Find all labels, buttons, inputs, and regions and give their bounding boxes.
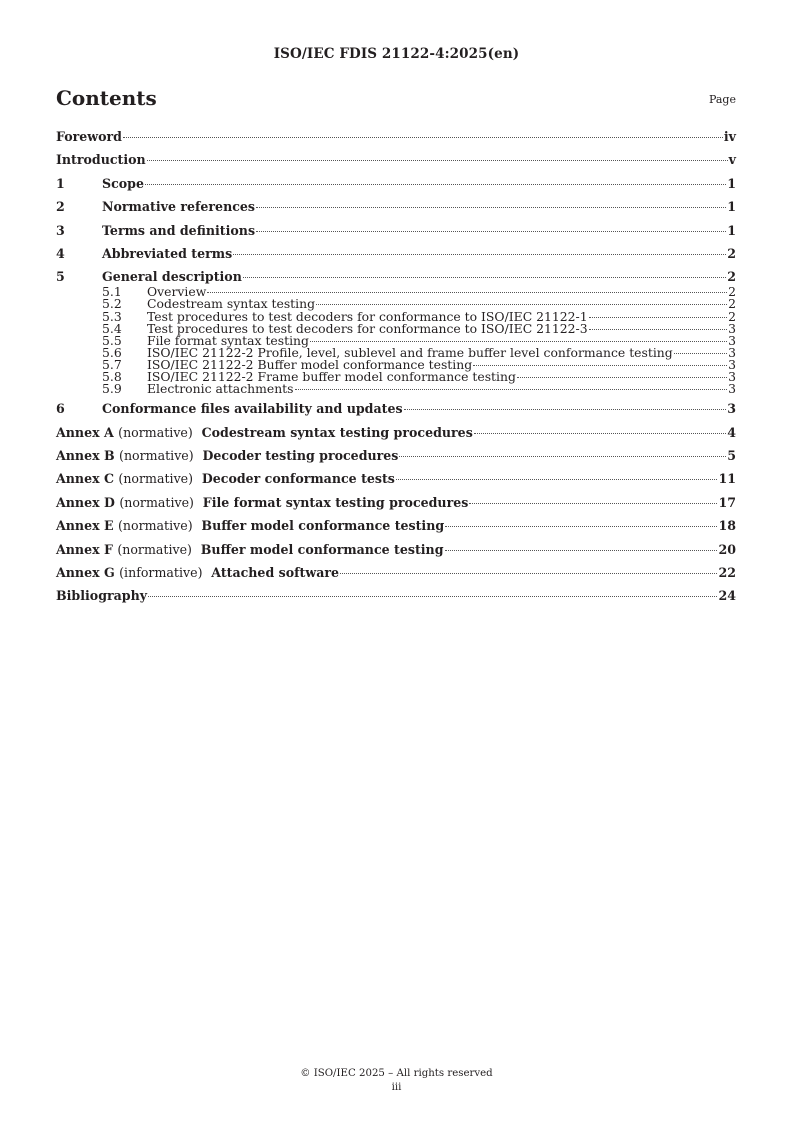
annex-title: Codestream syntax testing procedures <box>201 424 473 440</box>
toc-entry-page: 17 <box>718 494 736 510</box>
toc-entry-number: 2 <box>56 199 65 215</box>
toc-annex-e[interactable] <box>56 518 736 534</box>
annex-type: (normative) <box>118 424 193 440</box>
dot-leader <box>469 503 717 504</box>
annex-id: Annex F <box>56 541 113 557</box>
dot-leader <box>145 184 726 185</box>
toc-entry-title: Bibliography <box>56 588 148 604</box>
page-footer <box>0 1067 793 1095</box>
toc-subentry-page: 3 <box>728 344 736 360</box>
toc-subentry-title: ISO/IEC 21122-2 Buffer model conformance testing <box>147 356 473 372</box>
toc-entry-title: Terms and definitions <box>102 222 256 238</box>
toc-entry-page: 2 <box>727 245 736 261</box>
annex-label <box>56 425 473 441</box>
toc-annex-f[interactable] <box>56 542 736 558</box>
toc-entry-foreword[interactable] <box>56 129 736 145</box>
annex-type: (normative) <box>119 447 194 463</box>
annex-title: Decoder conformance tests <box>201 471 395 487</box>
toc-subentry-title: Overview <box>147 284 207 300</box>
dot-leader <box>589 317 728 318</box>
toc-subentry-number: 5.7 <box>102 356 122 372</box>
toc-entry-title: Abbreviated terms <box>102 245 233 261</box>
toc-annex-d[interactable] <box>56 495 736 511</box>
annex-title: File format syntax testing procedures <box>202 494 469 510</box>
dot-leader <box>445 550 718 551</box>
dot-leader <box>256 231 726 232</box>
contents-title: Contents <box>56 86 157 110</box>
toc-subentry-title: ISO/IEC 21122-2 Frame buffer model conformance testing <box>147 369 516 384</box>
toc-entry-title: Conformance files availability and updates <box>102 401 403 417</box>
toc-entry-page: 3 <box>727 401 736 417</box>
toc-entry-number: 3 <box>56 222 65 238</box>
toc-annex-a[interactable] <box>56 425 736 441</box>
annex-label <box>56 542 444 558</box>
annex-type: (normative) <box>118 471 194 487</box>
toc-annex-c[interactable] <box>56 471 736 487</box>
toc-annex-g[interactable] <box>56 565 736 581</box>
toc-entry-page: v <box>728 152 736 168</box>
toc-entry-page: 22 <box>718 564 736 580</box>
annex-id: Annex A <box>56 424 114 440</box>
annex-id: Annex C <box>56 471 115 487</box>
dot-leader <box>316 304 727 305</box>
dot-leader <box>207 292 727 293</box>
dot-leader <box>340 573 717 574</box>
toc-entry-number: 1 <box>56 175 65 191</box>
dot-leader <box>474 433 726 434</box>
toc-subentry-number: 5.3 <box>102 308 122 324</box>
toc-entry-scope[interactable] <box>56 176 736 192</box>
toc-subentry-page: 3 <box>728 332 736 348</box>
toc-entry-title: General description <box>102 269 242 285</box>
toc-entry-title: Normative references <box>102 199 256 215</box>
toc-entry-page: 4 <box>727 424 736 440</box>
toc-subentry-page: 3 <box>728 356 736 372</box>
toc-entry-page: 1 <box>727 222 736 238</box>
dot-leader <box>473 365 727 366</box>
copyright-notice: © ISO/IEC 2025 – All rights reserved <box>300 1068 493 1079</box>
toc-entry-number: 4 <box>56 245 65 261</box>
toc-entry-abbreviated-terms[interactable] <box>56 246 736 262</box>
annex-title: Decoder testing procedures <box>202 447 399 463</box>
annex-id: Annex G <box>56 564 115 580</box>
toc-subentry-number: 5.2 <box>102 296 122 312</box>
annex-title: Buffer model conformance testing <box>200 541 444 557</box>
annex-type: (informative) <box>119 564 203 580</box>
toc-entry-page: 11 <box>718 471 736 487</box>
dot-leader <box>233 254 726 255</box>
toc-subentry-title: Electronic attachments <box>147 381 294 397</box>
toc-entry-page: iv <box>723 129 736 144</box>
toc-subentry-number: 5.5 <box>102 332 122 348</box>
toc-subentry-page: 2 <box>728 308 736 324</box>
toc-entry-page: 1 <box>727 199 736 215</box>
annex-title: Buffer model conformance testing <box>201 518 445 534</box>
toc-entry-title: Foreword <box>56 129 122 144</box>
toc-subentry-number: 5.6 <box>102 344 122 360</box>
toc-entry-normative-references[interactable] <box>56 199 736 215</box>
toc-subentry-page: 2 <box>728 296 736 312</box>
annex-label <box>56 565 339 581</box>
annex-id: Annex D <box>56 494 115 510</box>
toc-entry-bibliography[interactable] <box>56 588 736 604</box>
toc-entry-terms-and-definitions[interactable] <box>56 223 736 239</box>
toc-entry-title: Introduction <box>56 152 146 168</box>
toc-entry-page: 1 <box>727 175 736 191</box>
toc-subentry-title: Test procedures to test decoders for conformance to ISO/IEC 21122-3 <box>147 320 588 336</box>
annex-type: (normative) <box>117 541 192 557</box>
annex-type: (normative) <box>119 494 194 510</box>
toc-subentry-page: 2 <box>728 284 736 300</box>
dot-leader <box>396 479 718 480</box>
toc-subentry-page: 3 <box>728 369 736 384</box>
dot-leader <box>256 207 726 208</box>
dot-leader <box>310 341 727 342</box>
dot-leader <box>445 526 717 527</box>
toc-entry-title: Scope <box>102 175 144 191</box>
toc-subentry-number: 5.9 <box>102 381 122 397</box>
annex-id: Annex E <box>56 518 114 534</box>
annex-label <box>56 448 398 464</box>
dot-leader <box>123 137 723 138</box>
toc-annex-b[interactable] <box>56 448 736 464</box>
toc-entry-general-description[interactable] <box>56 269 736 285</box>
annex-label <box>56 518 444 534</box>
dot-leader <box>674 353 727 354</box>
toc-subentry-number: 5.1 <box>102 284 122 300</box>
dot-leader <box>148 596 717 597</box>
toc-subentry-electronic-attachments[interactable] <box>56 383 736 395</box>
toc-subentry-title: Test procedures to test decoders for conformance to ISO/IEC 21122-1 <box>147 308 588 324</box>
table-of-contents <box>56 129 736 612</box>
toc-subentry-number: 5.8 <box>102 369 122 384</box>
toc-entry-number: 6 <box>56 401 65 417</box>
page-number: iii <box>391 1082 402 1093</box>
toc-entry-introduction[interactable] <box>56 152 736 168</box>
dot-leader <box>517 377 727 378</box>
annex-type: (normative) <box>117 518 193 534</box>
toc-entry-number: 5 <box>56 269 65 285</box>
toc-subentry-title: Codestream syntax testing <box>147 296 316 312</box>
page-column-label: Page <box>708 93 736 106</box>
document-header: ISO/IEC FDIS 21122-4:2025(en) <box>273 46 520 62</box>
dot-leader <box>147 160 728 161</box>
annex-id: Annex B <box>56 447 115 463</box>
toc-entry-page: 2 <box>727 269 736 285</box>
annex-label <box>56 495 468 511</box>
dot-leader <box>295 389 728 390</box>
annex-label <box>56 471 395 487</box>
dot-leader <box>243 277 726 278</box>
annex-title: Attached software <box>211 564 340 580</box>
toc-subentry-title: ISO/IEC 21122-2 Profile, level, sublevel and frame buffer level conformance testing <box>147 344 673 360</box>
dot-leader <box>404 409 727 410</box>
toc-entry-page: 24 <box>718 588 736 604</box>
toc-subentry-page: 3 <box>728 381 736 397</box>
dot-leader <box>589 329 728 330</box>
toc-entry-page: 18 <box>718 518 736 534</box>
toc-subentry-title: File format syntax testing <box>147 332 309 348</box>
toc-entry-page: 20 <box>718 541 736 557</box>
toc-entry-page: 5 <box>727 447 736 463</box>
toc-subentry-number: 5.4 <box>102 320 122 336</box>
dot-leader <box>399 456 726 457</box>
toc-subentry-page: 3 <box>728 320 736 336</box>
toc-entry-conformance-files[interactable] <box>56 401 736 417</box>
